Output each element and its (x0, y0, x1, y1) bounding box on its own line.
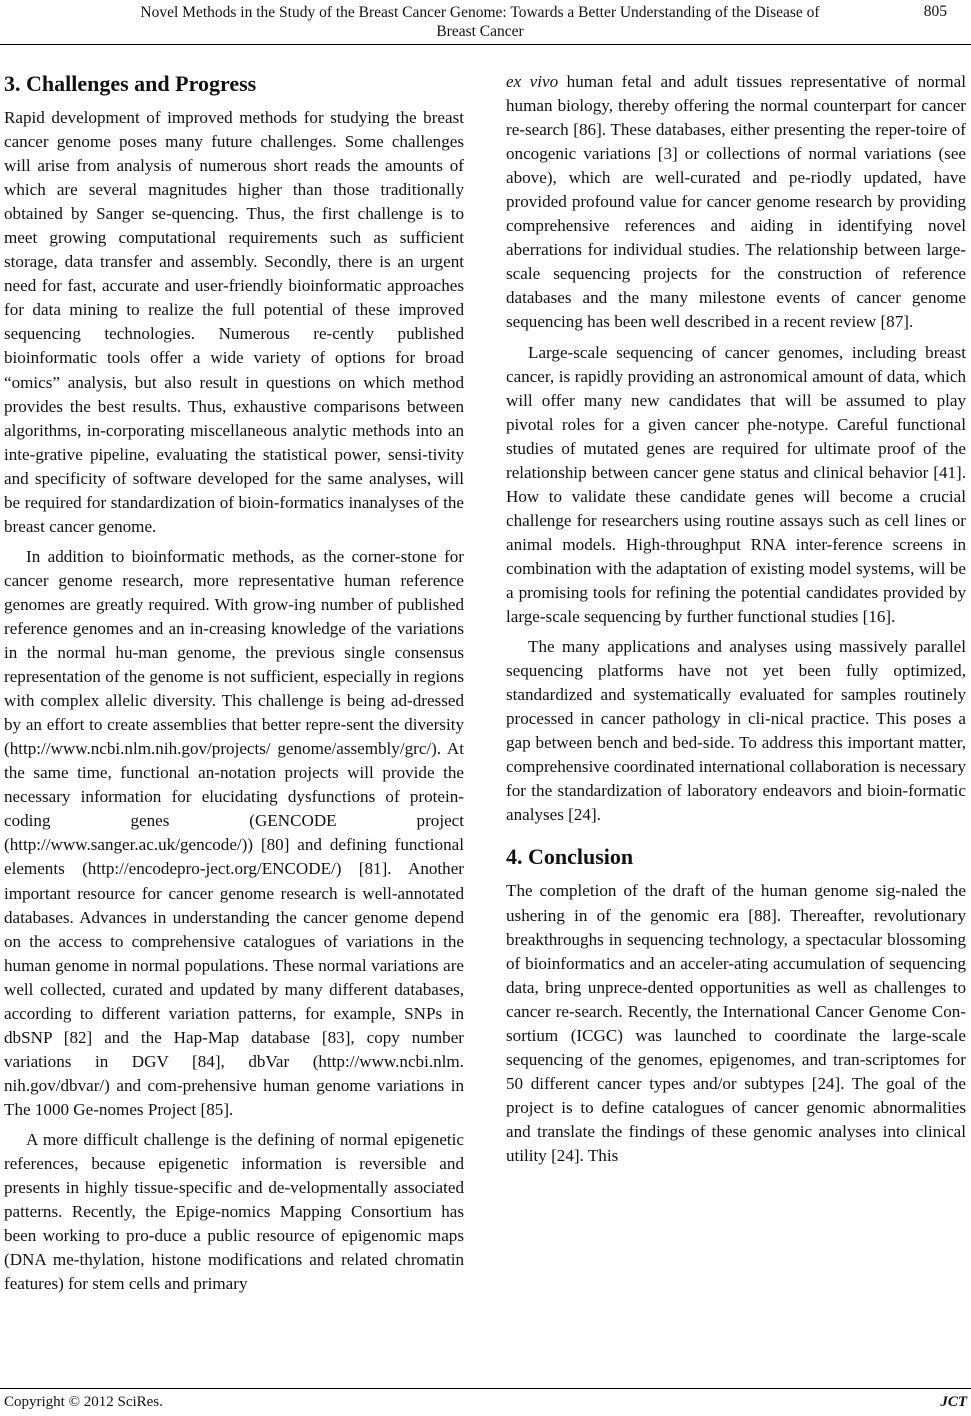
paragraph-challenges-5: The many applications and analyses using massively parallel sequencing platforms have not yet been fully optimized, standardized and systematically evaluated for samples routinely processed in cancer pathology in cli-nical practice. This poses a gap between bench and bed-side. To address this important matter, comprehensive coordinated international collaboration is necessary for the standardization of laboratory endeavors and bioin-formatic analyses [24]. (506, 637, 966, 825)
paragraph-challenges-3-continued (506, 70, 966, 335)
section-heading-conclusion: 4. Conclusion (506, 844, 634, 870)
paragraph-challenges-4: Large-scale sequencing of cancer genomes, including breast cancer, is rapidly providing an astronomical amount of data, which will offer many new candidates that will be assumed to play pivotal roles for a given cancer phe-notype. Careful functional studies of mutated genes are required for ultimate proof of the relationship between cancer gene status and clinical behavior [41]. How to validate these candidate genes will become a crucial challenge for researchers using routine assays such as cell lines or animal models. High-throughput RNA inter-ference screens in combination with the adaptation of existing model systems, will be a promising tools for refining the potential candidates provided by large-scale sequencing by further functional studies [16]. (506, 342, 966, 627)
left-column (4, 70, 464, 1296)
footer-divider (0, 1388, 971, 1389)
page-footer (0, 1388, 971, 1416)
section-heading-challenges: 3. Challenges and Progress (4, 71, 257, 96)
page-number: 805 (923, 3, 947, 20)
paragraph-challenges-2: In addition to bioinformatic methods, as the corner-stone for cancer genome research, more representative human reference genomes are greatly required. With grow-ing number of published reference genomes and an in-creasing knowledge of the variations in the normal hu-man genome, the previous single consensus representation of the genome is not sufficient, especially in regions with complex allelic diversity. This challenge is being ad-dressed by an effort to create assemblies that better repre-sent the diversity (http://www.ncbi.nlm.nih.gov/projects/ genome/assembly/grc/). At the same time, functional an-notation projects will provide the necessary information for elucidating dysfunctions of protein-coding genes (GENCODE project (http://www.sanger.ac.uk/gencode/)) [80] and defining functional elements (http://encodepro-ject.org/ENCODE/) [81]. Another important resource for cancer genome research is well-annotated databases. Advances in understanding the cancer genome depend on the access to comprehensive catalogues of variations in the human genome in normal populations. These normal variations are well collected, curated and updated by many different databases, according to different variation patterns, for example, SNPs in dbSNP [82] and the Hap-Map database [83], copy number variations in DGV [84], dbVar (http://www.ncbi.nlm. nih.gov/dbvar/) and com-prehensive human genome variations in The 1000 Ge-nomes Project [85]. (4, 546, 464, 1119)
running-title: Novel Methods in the Study of the Breast Cancer Genome: Towards a Better Understanding of the Disease of Breast Cancer (140, 4, 820, 40)
paragraph-challenges-3-text: A more difficult challenge is the defining of normal epigenetic references, because epigenetic information is reversible and presents in highly tissue-specific and de-velopmentally associated patterns. Recently, the Epige-nomics Mapping Consortium has been working to pro-duce a public resource of epigenomic maps (DNA me-thylation, histone modifications and related chromatin features) for stem cells and primary (4, 1129, 464, 1294)
paragraph-challenges-1: Rapid development of improved methods for studying the breast cancer genome poses many future challenges. Some challenges will arise from analysis of numerous short reads the amounts of which are several magnitudes higher than those traditionally obtained by Sanger se-quencing. Thus, the first challenge is to meet growing computational requirements such as sufficient storage, data transfer and assembly. Secondly, there is an urgent need for fast, accurate and user-friendly bioinformatic approaches for data mining to realize the full potential of these improved sequencing technologies. Numerous re-cently published bioinformatic tools offer a wide variety of options for broad “omics” analysis, but also result in questions on which method provides the best results. Thus, exhaustive comparisons between algorithms, in-corporating miscellaneous analytic methods into an inte-grative pipeline, evaluating the statistical power, sensi-tivity and specificity of software developed for the same analyses, will be required for standardization of bioin-formatics inanalyses of the breast cancer genome. (4, 108, 464, 536)
paragraph-challenges-3 (4, 1128, 464, 1296)
journal-abbreviation: JCT (940, 1394, 967, 1410)
header-divider (0, 44, 971, 45)
copyright-notice: Copyright © 2012 SciRes. (4, 1394, 163, 1410)
page-header (0, 0, 971, 50)
paragraph-challenges-3-italic: ex vivo (506, 72, 559, 91)
paragraph-conclusion-1: The completion of the draft of the human genome sig-naled the ushering in of the genomic era [88]. Thereafter, revolutionary breakthroughs in sequencing technology, a spectacular blossoming of bioinformatics and an acceler-ating accumulation of sequencing data, bring unprece-dented opportunities as well as challenges to cancer re-search. Recently, the International Cancer Genome Con-sortium (ICGC) was launched to coordinate the large-scale sequencing of the genomes, epigenomes, and tran-scriptomes for 50 different cancer types and/or subtypes [24]. The goal of the project is to define catalogues of cancer genomic abnormalities and translate the findings of these genomic analyses into clinical utility [24]. This (506, 881, 966, 1165)
right-column (506, 70, 966, 1168)
paragraph-challenges-3-rest: human fetal and adult tissues representative of normal human biology, thereby offering the normal counterpart for cancer re-search [86]. These databases, either presenting the reper-toire of oncogenic variations [3] or collections of normal variations (see above), which are well-curated and pe-riodly updated, have provided profound value for cancer genome research by providing comprehensive references and aiding in identifying novel aberrations for individual studies. The relationship between large-scale sequencing projects for the construction of reference databases and the many milestone events of cancer genome sequencing has been well described in a recent review [87]. (506, 72, 966, 332)
